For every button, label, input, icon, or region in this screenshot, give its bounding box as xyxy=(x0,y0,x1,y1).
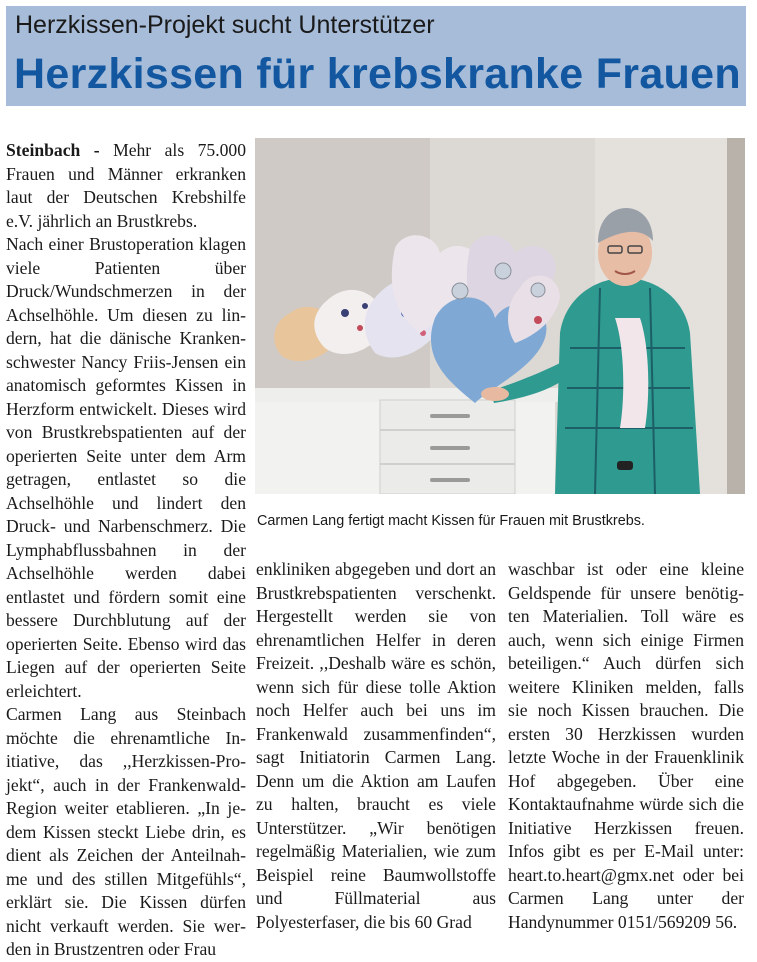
headline: Herzkissen für krebskranke Frauen xyxy=(14,50,741,98)
dateline-separator: - xyxy=(80,140,114,160)
article-column-2 xyxy=(256,558,496,934)
paragraph-2: Nach einer Brustoperation klagen viele Patienten über Druck/Wundschmerzen in der Achselhöhle. Um diesen zu lindern, hat die dänische Krankenschwester Nancy Friis-Jensen ein anatomisch geformtes Kissen in Herzform entwickelt. Dieses wird von Brustkrebspatienten auf der operierten Seite unter dem Arm getragen, entlastet so die Achselhöhle und lindert den Druck- und Narbenschmerz. Die Lymphabflussbahnen in der Achselhöhle werden dabei entlastet und fördern somit eine bessere Durchblutung auf der operierten Seite. Ebenso wird das Liegen auf der operierten Seite erleichtert. xyxy=(6,234,246,701)
article-column-1 xyxy=(6,139,246,962)
dateline: Steinbach xyxy=(6,140,81,160)
article-column-3 xyxy=(508,558,744,934)
photo-illustration xyxy=(255,138,745,494)
lead-text: Mehr als 75.000 Frauen und Männer erkranken laut der Deutschen Krebshilfe e.V. jährlich an Brustkrebs. xyxy=(6,140,246,231)
kicker: Herzkissen-Projekt sucht Unterstützer xyxy=(15,11,435,39)
header-banner xyxy=(6,6,746,106)
paragraph-lead xyxy=(6,139,246,233)
article-photo xyxy=(255,138,745,494)
paragraph-3: Carmen Lang aus Steinbach möchte die ehrenamtliche Initiative, das ,,Herzkissen-Projekt“, auch in der Frankenwald-Region weiter etablieren. „In jedem Kissen steckt Liebe drin, es dient als Zeichen der Anteilnahme und des stillen Mitgefühls“, erklärt sie. Die Kissen dürfen nicht verkauft werden. Sie werden in Brustzentren oder Frau xyxy=(6,704,246,959)
photo-caption: Carmen Lang fertigt macht Kissen für Frauen mit Brustkrebs. xyxy=(257,513,645,529)
column-3-text: waschbar ist oder eine kleine Geldspende für unsere benötigten Materialien. Toll wäre es auch, wenn sich einige Firmen beteiligen.“ Auch dürfen sich weitere Kliniken melden, falls sie noch Kissen brauchen. Die ersten 30 Herzkissen wurden letzte Woche in der Frauenklinik Hof abgegeben. Über eine Kontaktaufnahme würde sich die Initiative Herzkissen freuen. Infos gibt es per E-Mail unter: heart.to.heart@gmx.net oder bei Carmen Lang unter der Handynummer 0151/569209 56. xyxy=(508,559,744,932)
column-2-text: enkliniken abgegeben und dort an Brustkrebspatienten verschenkt. Hergestellt werden sie von ehrenamtlichen Helfer in deren Freizeit. ,,Deshalb wäre es schön, wenn sich für diese tolle Aktion noch Helfer auch bei uns im Frankenwald zusammenfinden“, sagt Initiatorin Carmen Lang. Denn um die Aktion am Laufen zu halten, braucht es viele Unterstützer. „Wir benötigen regelmäßig Materialien, wie zum Beispiel reine Baumwollstoffe und Füllmaterial aus Polyesterfaser, die bis 60 Grad xyxy=(256,559,496,932)
